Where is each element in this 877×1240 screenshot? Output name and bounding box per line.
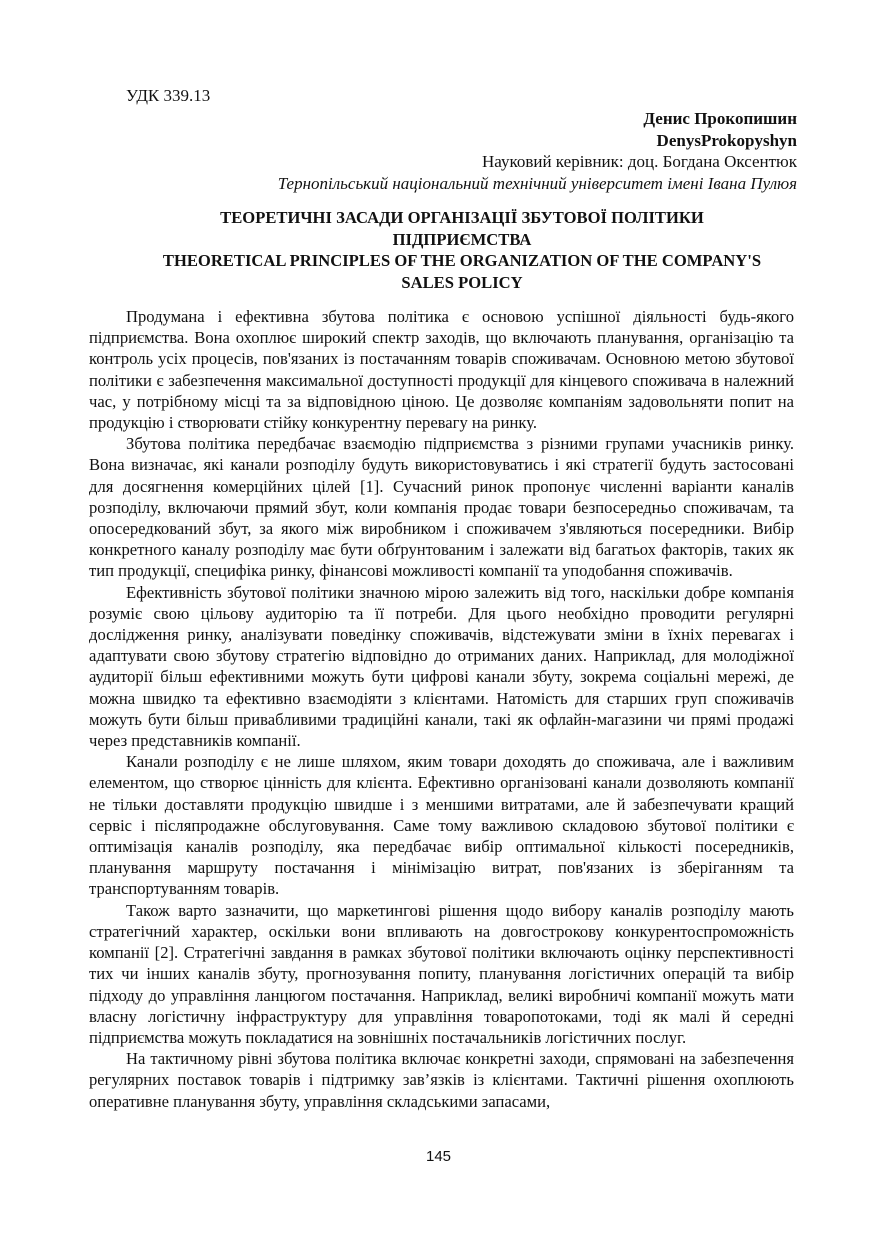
title-uk-line-2: ПІДПРИЄМСТВА [392,229,532,249]
body-text [89,306,794,1112]
affiliation-line: Тернопільський національний технічний університет імені Івана Пулюя [277,173,797,193]
paragraph: Збутова політика передбачає взаємодію підприємства з різними групами учасників ринку. Вона визначає, які канали розподілу будуть використовуватись і які стратегії будуть застосовані для досягнення комерційних цілей [1]. Сучасний ринок пропонує численні варіанти каналів розподілу, включаючи прямий збут, коли компанія продає товари безпосередньо споживачам, та опосередкований збут, за якого між виробником і споживачем з'являються посередники. Вибір конкретного каналу розподілу має бути обґрунтованим і залежати від багатьох факторів, таких як тип продукції, специфіка ринку, фінансові можливості компанії та уподобання споживачів. [89,434,794,581]
paragraph: Канали розподілу є не лише шляхом, яким товари доходять до споживача, але і важливим елементом, що створює цінність для клієнта. Ефективно організовані канали дозволяють компанії не тільки доставляти продукцію швидше і з меншими витратами, але й забезпечувати кращий сервіс і післяпродажне обслуговування. Саме тому важливою складовою збутової політики є оптимізація каналів розподілу, яка передбачає вибір оптимальної кількості посередників, планування маршруту постачання і мінімізацію витрат, пов'язаних із зберіганням та транспортуванням товарів. [89,752,794,899]
paragraph: Також варто зазначити, що маркетингові рішення щодо вибору каналів розподілу мають стратегічний характер, оскільки вони впливають на довгострокову конкурентоспроможність компанії [2]. Стратегічні завдання в рамках збутової політики включають оцінку перспективності тих чи інших каналів збуту, прогнозування попиту, планування логістичних операцій та вибір підходу до управління ланцюгом постачання. Наприклад, великі виробничі компанії можуть мати власну логістичну інфраструктуру для управління товаропотоками, тоді як малі й середні підприємства можуть покладатися на зовнішніх постачальників логістичних послуг. [89,900,794,1047]
title-en-line-1: THEORETICAL PRINCIPLES OF THE ORGANIZATION OF THE COMPANY'S [162,251,762,270]
udk-code: УДК 339.13 [126,86,211,105]
author-name-uk: Денис Прокопишин [643,109,797,128]
supervisor-line: Науковий керівник: доц. Богдана Оксентюк [481,152,797,171]
page-number: 145 [425,1148,452,1165]
author-block [137,108,797,194]
paragraph: Продумана і ефективна збутова політика є основою успішної діяльності будь-якого підприємства. Вона охоплює широкий спектр заходів, що включають планування, організацію та контроль усіх процесів, пов'язаних із постачанням товарів споживачам. Основною метою збутової політики є забезпечення максимальної доступності продукції для кінцевого споживача в належний час, у потрібному місці та за відповідною ціною. Це дозволяє компаніям задовольняти попит на продукцію і створювати стійку конкурентну перевагу на ринку. [89,307,794,433]
title-en-line-2: SALES POLICY [401,272,523,292]
paragraph: Ефективність збутової політики значною мірою залежить від того, наскільки добре компанія розуміє свою цільову аудиторію та її потреби. Для цього необхідно проводити регулярні дослідження ринку, аналізувати поведінку споживачів, відстежувати зміни в їхніх перевагах і адаптувати свою збутову стратегію відповідно до отриманих даних. Наприклад, для молодіжної аудиторії більш ефективними можуть бути цифрові канали збуту, зокрема соціальні мережі, де можна швидко та ефективно взаємодіяти з клієнтами. Натомість для старших груп споживачів можуть бути більш привабливими традиційні канали, такі як офлайн-магазини чи прямі продажі через представників компанії. [89,582,794,751]
author-name-en: DenysProkopyshyn [656,130,797,150]
paragraph: На тактичному рівні збутова політика включає конкретні заходи, спрямовані на забезпечення регулярних поставок товарів і підтримку зав’язків із клієнтами. Тактичні рішення охоплюють оперативне планування збуту, управління складськими запасами, [89,1049,794,1111]
title-uk-line-1: ТЕОРЕТИЧНІ ЗАСАДИ ОРГАНІЗАЦІЇ ЗБУТОВОЇ ПОЛІТИКИ [220,208,704,227]
paper-title [126,207,798,293]
